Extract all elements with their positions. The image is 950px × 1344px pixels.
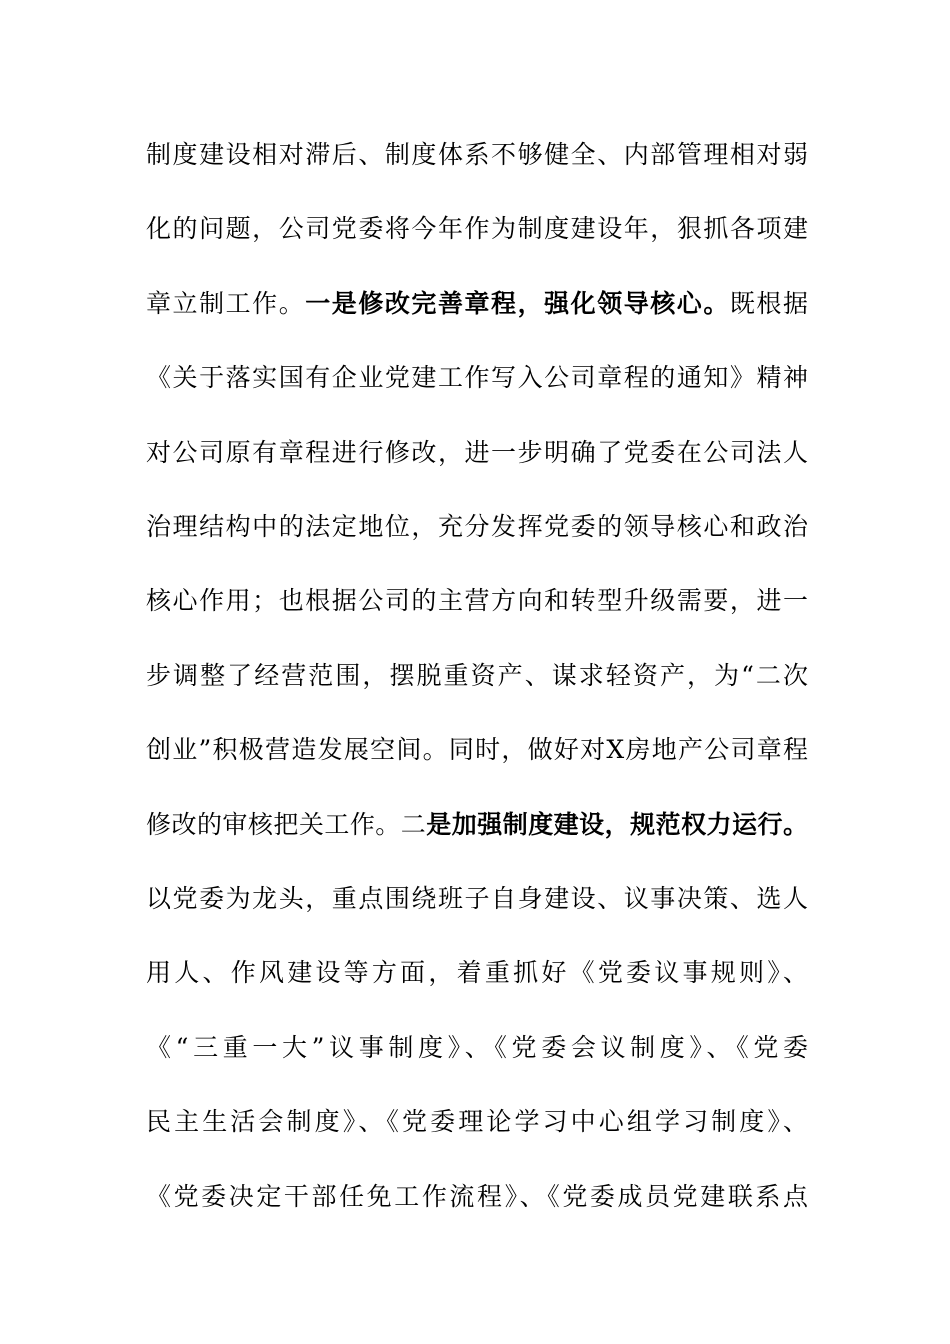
text-segment: 对公司原有章程进行修改，进一步明确了党委在公司法人 bbox=[146, 437, 808, 467]
text-segment: 既根据 bbox=[729, 288, 808, 318]
bold-text-segment: 是加强制度建设，规范权力运行。 bbox=[426, 809, 808, 839]
text-segment: 治理结构中的法定地位，充分发挥党委的领导核心和政治 bbox=[146, 512, 808, 541]
text-segment: 《党委决定干部任免工作流程》、《党委成员党建联系点 bbox=[146, 1181, 808, 1211]
text-segment: 创业”积极营造发展空间。同时，做好对X房地产公司章程 bbox=[146, 735, 808, 765]
text-line bbox=[146, 581, 808, 621]
text-line bbox=[146, 879, 808, 919]
text-segment: 用人、作风建设等方面，着重抓好《党委议事规则》、 bbox=[146, 958, 808, 988]
text-segment: 核心作用；也根据公司的主营方向和转型升级需要，进一 bbox=[146, 586, 808, 616]
text-line bbox=[146, 209, 808, 249]
text-segment: 制度建设相对滞后、制度体系不够健全、内部管理相对弱 bbox=[146, 140, 808, 169]
text-line bbox=[146, 656, 808, 696]
text-line bbox=[146, 1177, 808, 1217]
text-segment: 化的问题，公司党委将今年作为制度建设年，狠抓各项建 bbox=[146, 214, 808, 244]
text-line bbox=[146, 1028, 808, 1068]
text-line bbox=[146, 433, 808, 473]
text-line bbox=[146, 1102, 808, 1142]
bold-text-segment: 一是修改完善章程，强化领导核心。 bbox=[305, 288, 730, 318]
text-line bbox=[146, 730, 808, 770]
text-line bbox=[146, 507, 808, 547]
text-line bbox=[146, 284, 808, 324]
text-line bbox=[146, 358, 808, 398]
text-segment: 以党委为龙头，重点围绕班子自身建设、议事决策、选人 bbox=[146, 884, 808, 913]
text-segment: 《“三重一大”议事制度》、《党委会议制度》、《党委 bbox=[146, 1032, 808, 1062]
text-segment: 步调整了经营范围，摆脱重资产、谋求轻资产，为“二次 bbox=[146, 660, 808, 690]
text-segment: 章立制工作。 bbox=[146, 288, 306, 318]
text-segment: 民主生活会制度》、《党委理论学习中心组学习制度》、 bbox=[146, 1107, 808, 1137]
text-line bbox=[146, 953, 808, 993]
text-line bbox=[146, 135, 808, 175]
text-line bbox=[146, 805, 808, 845]
text-segment: 修改的审核把关工作。二 bbox=[146, 809, 427, 839]
text-segment: 《关于落实国有企业党建工作写入公司章程的通知》精神 bbox=[146, 363, 808, 393]
